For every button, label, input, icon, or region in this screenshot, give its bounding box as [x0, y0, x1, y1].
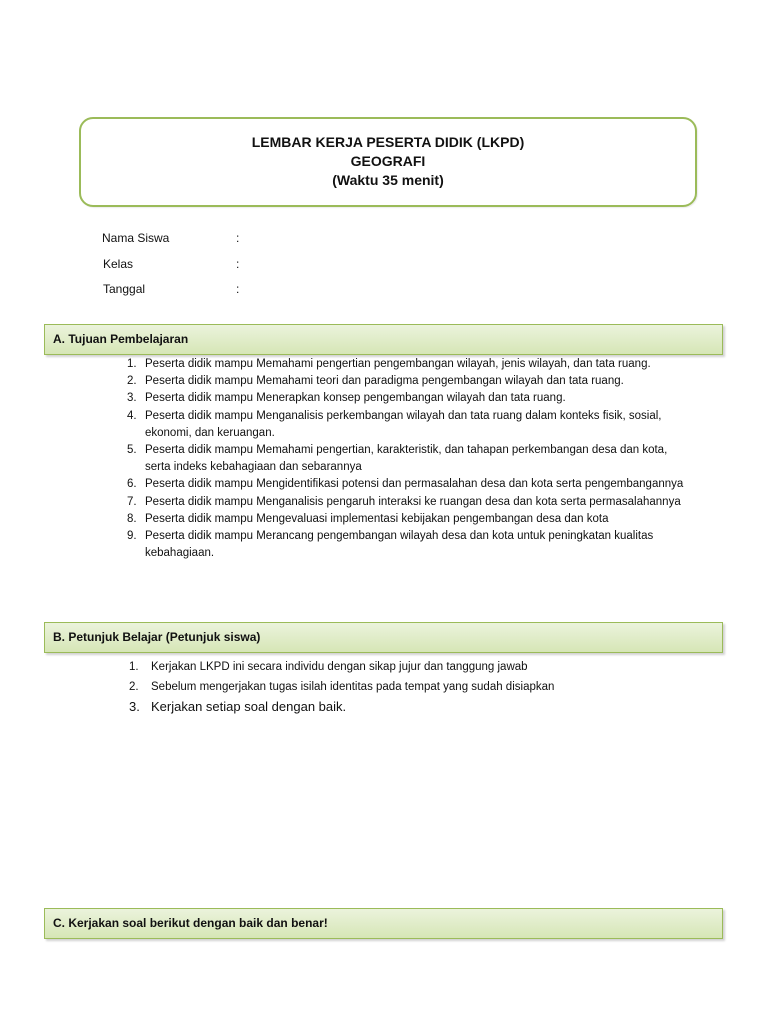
item-text: Peserta didik mampu Menganalisis pengaruh interaksi ke ruangan desa dan kota serta permasalahannya	[145, 495, 681, 508]
item-text: Peserta didik mampu Menerapkan konsep pengembangan wilayah dan tata ruang.	[145, 392, 566, 405]
item-number: 2.	[127, 375, 137, 388]
item-number: 8.	[127, 512, 137, 525]
field-label: Nama Siswa	[102, 231, 170, 245]
field-label: Kelas	[103, 257, 134, 271]
item-number: 4.	[127, 409, 137, 422]
item-number: 6.	[127, 478, 137, 491]
subject-title: GEOGRAFI	[350, 153, 426, 169]
item-number: 9.	[127, 530, 137, 543]
list-item	[127, 356, 685, 373]
item-text: Kerjakan setiap soal dengan baik.	[151, 699, 347, 714]
item-number: 3.	[129, 699, 140, 714]
list-item	[127, 528, 685, 562]
list-item	[129, 697, 671, 717]
list-item	[127, 373, 685, 390]
item-number: 1.	[127, 358, 137, 370]
study-instructions-list	[129, 658, 671, 717]
item-number: 1.	[129, 661, 139, 673]
item-number: 5.	[127, 444, 137, 457]
section-c-header: C. Kerjakan soal berikut dengan baik dan benar!	[44, 908, 723, 939]
item-text: Peserta didik mampu Mengevaluasi implementasi kebijakan pengembangan desa dan kota	[145, 512, 609, 525]
field-colon: :	[236, 282, 240, 296]
field-colon: :	[236, 231, 240, 245]
list-item	[127, 511, 685, 528]
item-text: Peserta didik mampu Memahami pengertian, karakteristik, dan tahapan perkembangan desa dan kota, serta indeks kebahagiaan dan sebarannya	[145, 444, 668, 474]
item-text: Peserta didik mampu Mengidentifikasi potensi dan permasalahan desa dan kota serta pengembangannya	[145, 478, 684, 491]
worksheet-title-box	[79, 117, 697, 207]
item-number: 2.	[129, 680, 139, 693]
list-item	[127, 390, 685, 407]
item-text: Peserta didik mampu Memahami pengertian pengembangan wilayah, jenis wilayah, dan tata ruang.	[145, 358, 651, 370]
item-text: Peserta didik mampu Menganalisis perkembangan wilayah dan tata ruang dalam konteks fisik, sosial, ekonomi, dan keruangan.	[145, 409, 662, 439]
item-number: 3.	[127, 392, 137, 405]
item-text: Peserta didik mampu Merancang pengembangan wilayah desa dan kota untuk peningkatan kualitas kebahagiaan.	[145, 530, 654, 560]
section-b-header: B. Petunjuk Belajar (Petunjuk siswa)	[44, 622, 723, 653]
list-item	[127, 408, 685, 442]
list-item	[127, 494, 685, 511]
item-number: 7.	[127, 495, 137, 508]
worksheet-title: LEMBAR KERJA PESERTA DIDIK (LKPD)	[251, 134, 525, 150]
field-colon: :	[236, 257, 240, 271]
list-item	[129, 658, 671, 678]
time-limit: (Waktu 35 menit)	[332, 172, 444, 188]
item-text: Kerjakan LKPD ini secara individu dengan sikap jujur dan tanggung jawab	[151, 661, 528, 673]
list-item	[129, 678, 671, 698]
learning-goals-list	[127, 356, 685, 562]
section-a-header: A. Tujuan Pembelajaran	[44, 324, 723, 355]
list-item	[127, 476, 685, 493]
list-item	[127, 442, 685, 476]
field-label: Tanggal	[103, 282, 146, 296]
item-text: Peserta didik mampu Memahami teori dan paradigma pengembangan wilayah dan tata ruang.	[145, 375, 624, 388]
item-text: Sebelum mengerjakan tugas isilah identitas pada tempat yang sudah disiapkan	[151, 680, 555, 693]
